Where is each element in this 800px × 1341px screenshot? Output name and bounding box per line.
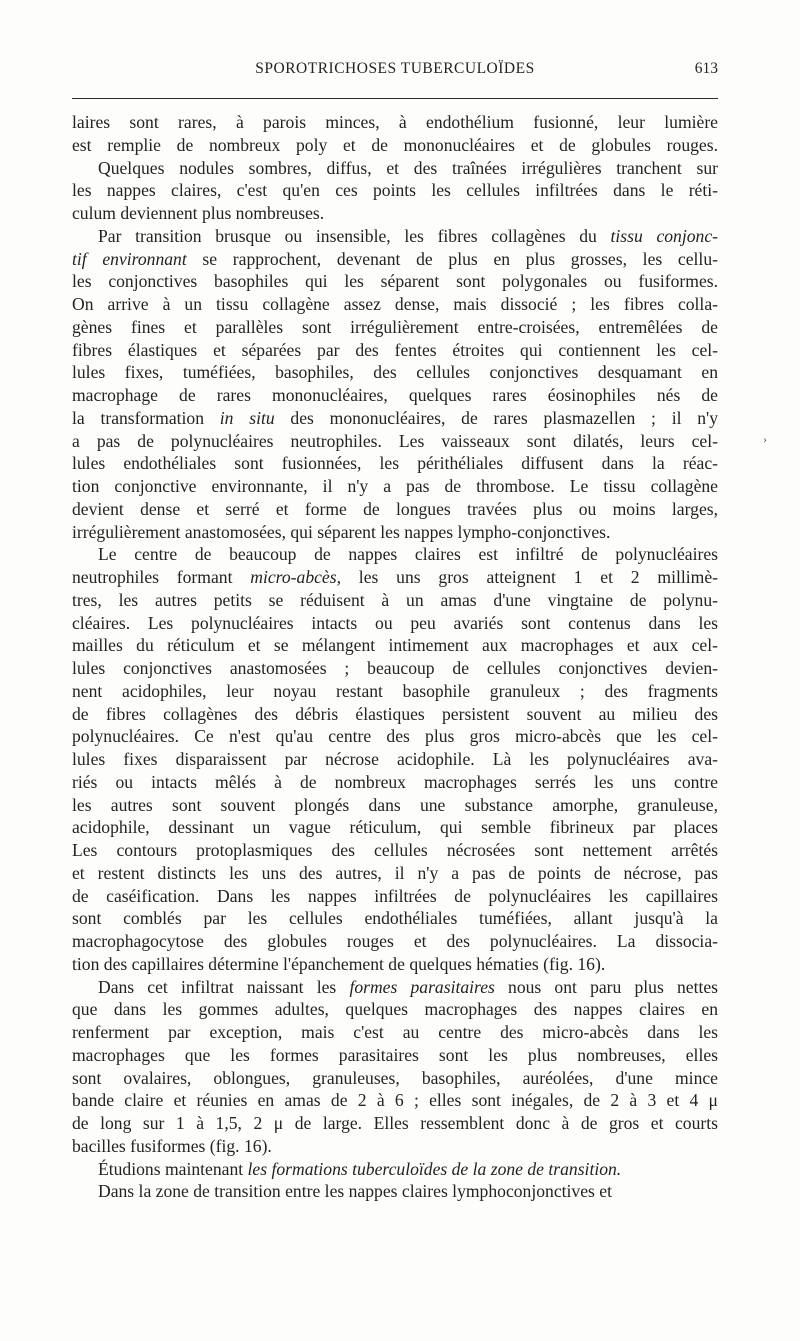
text-line [72,953,718,976]
text-line [72,475,718,498]
text-segment: macrophagocytose des globules rouges et des polynucléaires. La dissocia- [72,931,718,951]
italic-text: micro-abcès, [250,567,341,587]
text-segment: laires sont rares, à parois minces, à endothélium fusionné, leur lumière [72,112,718,132]
text-line [72,248,718,271]
text-segment: de caséification. Dans les nappes infiltrées de polynucléaires les capillaires [72,885,718,906]
text-segment: bacilles fusiformes (fig. 16). [72,1135,272,1156]
text-line [72,1158,718,1181]
text-line [72,1089,718,1112]
text-segment: On arrive à un tissu collagène assez dense, mais dissocié ; les fibres colla- [72,294,718,314]
text-segment: Quelques nodules sombres, diffus, et des traînées irrégulières tranchent sur [98,157,718,178]
text-segment: lules conjonctives anastomosées ; beaucoup de cellules conjonctives devien- [72,658,718,678]
text-segment: Dans cet infiltrat naissant les [98,976,350,997]
text-segment: acidophile, dessinant un vague réticulum, qui semble fibrineux par places [72,817,718,838]
text-segment: devient dense et serré et forme de longues travées plus ou moins larges, [72,498,718,519]
text-line [72,771,718,794]
text-segment: les nappes claires, c'est qu'en ces points les cellules infiltrées dans le réti- [72,180,718,201]
page-header [72,58,718,84]
text-segment: culum deviennent plus nombreuses. [72,203,325,223]
text-line [72,862,718,885]
text-line [72,1180,718,1203]
page-number: 613 [694,60,718,77]
text-segment: de fibres collagènes des débris élastiques persistent souvent au milieu des [72,703,718,724]
text-line [72,703,718,726]
text-segment: sont ovalaires, oblongues, granuleuses, basophiles, auréolées, d'une mince [72,1067,718,1088]
text-line [72,566,718,589]
italic-text: tif environnant [72,248,187,269]
text-segment: des mononucléaires, de rares plasmazellen ; il n'y [274,407,719,428]
text-line [72,1021,718,1044]
text-line [72,339,718,362]
text-segment: irrégulièrement anastomosées, qui séparent les nappes lympho-conjonctives. [72,521,611,542]
text-segment: est remplie de nombreux poly et de mononucléaires et de globules rouges. [72,134,718,155]
text-line [72,1135,718,1158]
text-line [72,816,718,839]
text-line [72,1112,718,1135]
italic-text: les formations tuberculoïdes de la zone de transition. [247,1158,622,1179]
text-line [72,111,718,134]
text-line [72,543,718,566]
text-line [72,202,718,225]
text-line [72,680,718,703]
text-segment: mailles du réticulum et se mélangent intimement aux macrophages et aux cel- [72,635,718,656]
text-segment: renferment par exception, mais c'est au centre des micro-abcès dans les [72,1022,718,1042]
running-title: SPOROTRICHOSES TUBERCULOÏDES [255,60,535,77]
text-segment: les uns gros atteignent 1 et 2 millimè- [341,567,718,587]
text-segment: Dans la zone de transition entre les nappes claires lymphoconjonctives et [98,1181,612,1202]
text-segment: de long sur 1 à 1,5, 2 μ de large. Elles ressemblent donc à de gros et courts [72,1113,718,1133]
text-segment: Les contours protoplasmiques des cellules nécrosées sont nettement arrêtés [72,840,718,860]
text-segment: nous ont paru plus nettes [494,976,719,997]
text-line [72,179,718,202]
text-line [72,225,718,248]
text-line [72,157,718,180]
text-line [72,885,718,908]
text-segment: tion des capillaires détermine l'épanchement de quelques hématies (fig. 16). [72,953,606,974]
text-segment: fibres élastiques et séparées par des fentes étroites qui contiennent les cel- [72,339,718,360]
text-line [72,293,718,316]
text-line [72,657,718,680]
text-segment: les conjonctives basophiles qui les séparent sont polygonales ou fusiformes. [72,271,718,292]
text-segment: polynucléaires. Ce n'est qu'au centre des plus gros micro-abcès que les cel- [72,726,718,747]
text-line [72,1067,718,1090]
text-segment: Le centre de beaucoup de nappes claires est infiltré de polynucléaires [98,544,718,565]
text-segment: que dans les gommes adultes, quelques macrophages des nappes claires en [72,999,718,1020]
text-line [72,452,718,475]
header-rule [72,98,718,99]
text-line [72,316,718,339]
text-line [72,361,718,384]
text-segment: tres, les autres petits se réduisent à un amas d'une vingtaine de polynu- [72,589,718,610]
text-line [72,270,718,293]
text-segment: les autres sont souvent plongés dans une substance amorphe, granuleuse, [72,794,718,815]
text-segment: nent acidophiles, leur noyau restant basophile granuleux ; des fragments [72,680,718,701]
text-segment: neutrophiles formant [72,567,251,587]
italic-text: formes parasitaires [349,976,495,997]
text-segment: macrophage de rares mononucléaires, quelques rares éosinophiles nés de [72,385,718,405]
text-line [72,589,718,612]
body-text [72,111,718,1203]
text-segment: cléaires. Les polynucléaires intacts ou peu avariés sont contenus dans les [72,612,718,633]
italic-text: tissu conjonc- [610,225,718,246]
text-line [72,407,718,430]
text-line [72,1044,718,1067]
text-line [72,612,718,635]
text-segment: se rapprochent, devenant de plus en plus grosses, les cellu- [186,248,718,269]
margin-mark: › [763,432,767,446]
text-segment: tion conjonctive environnante, il n'y a pas de thrombose. Le tissu collagène [72,476,718,496]
text-line [72,134,718,157]
text-segment: bande claire et réunies en amas de 2 à 6 ; elles sont inégales, de 2 à 3 et 4 μ [72,1090,718,1111]
text-segment: Par transition brusque ou insensible, les fibres collagènes du [98,225,611,246]
text-line [72,998,718,1021]
text-segment: a pas de polynucléaires neutrophiles. Les vaisseaux sont dilatés, leurs cel- [72,430,718,451]
text-segment: riés ou intacts mêlés à de nombreux macrophages serrés les uns contre [72,771,718,792]
text-line [72,748,718,771]
text-segment: macrophages que les formes parasitaires sont les plus nombreuses, elles [72,1044,718,1065]
italic-text: in situ [219,407,275,428]
text-line [72,634,718,657]
text-segment: Étudions maintenant [98,1158,248,1179]
text-segment: gènes fines et parallèles sont irrégulièrement entre-croisées, entremêlées de [72,316,718,337]
text-segment: sont comblés par les cellules endothéliales tuméfiées, allant jusqu'à la [72,908,718,929]
text-segment: lules fixes, tuméfiées, basophiles, des cellules conjonctives desquamant en [72,362,718,383]
text-line [72,384,718,407]
text-line [72,521,718,544]
text-line [72,907,718,930]
text-line [72,976,718,999]
text-line [72,839,718,862]
text-segment: lules fixes disparaissent par nécrose acidophile. Là les polynucléaires ava- [72,749,718,769]
text-segment: lules endothéliales sont fusionnées, les périthéliales diffusent dans la réac- [72,453,718,474]
text-line [72,430,718,453]
text-segment: et restent distincts les uns des autres, il n'y a pas de points de nécrose, pas [72,862,718,883]
text-line [72,794,718,817]
text-line [72,725,718,748]
text-segment: la transformation [72,407,220,428]
text-line [72,498,718,521]
text-line [72,930,718,953]
